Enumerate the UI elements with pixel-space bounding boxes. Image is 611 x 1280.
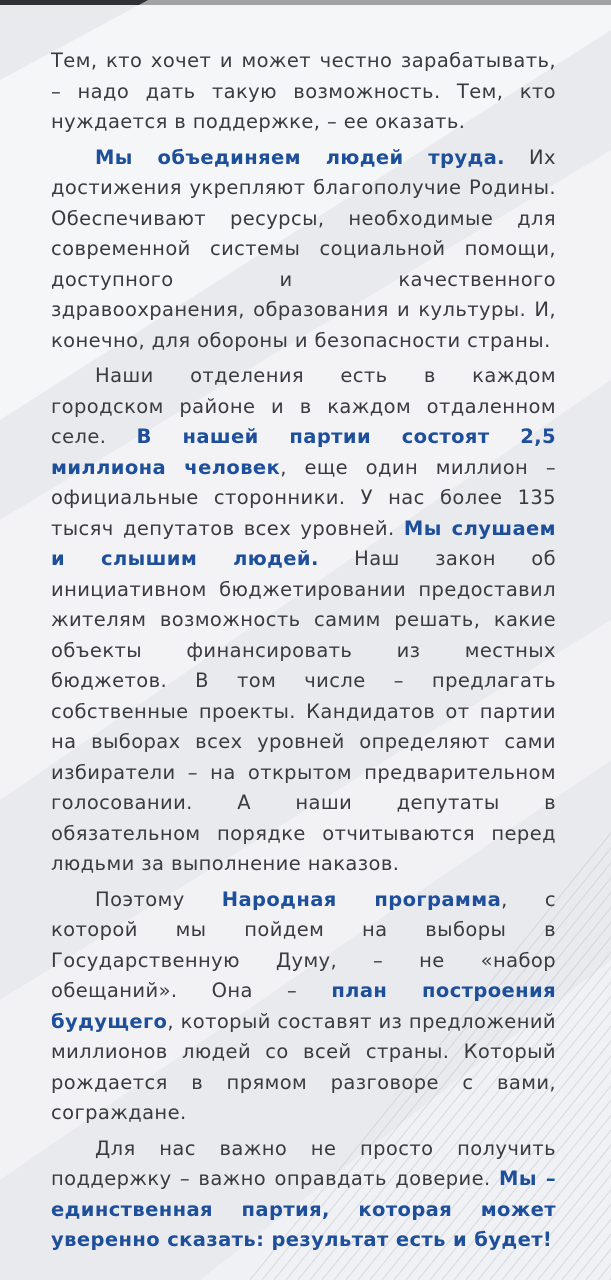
- body-text: Для нас важно не просто получить поддержку – важно оправдать доверие.: [51, 1136, 556, 1190]
- highlight-text: Мы объединяем людей труда.: [95, 145, 505, 169]
- body-text: , еще один миллион – официальные сторонники. У нас более 135 тысяч депутатов всех уровней.: [51, 455, 557, 540]
- article-body: [51, 46, 556, 1261]
- paragraph-5: [51, 1134, 556, 1256]
- body-text: Поэтому: [95, 887, 222, 911]
- highlight-text: В нашей партии состоят 2,5 миллиона человек: [51, 425, 556, 479]
- body-text: , с которой мы пойдем на выборы в Государственную Думу, – не «набор обещаний». Она –: [51, 887, 556, 1002]
- body-text: Тем, кто хочет и может честно зарабатывать, – надо дать такую возможность. Тем, кто нуждается в поддержке, – ее оказать.: [51, 49, 556, 133]
- highlight-text: Народная программа: [221, 887, 502, 911]
- highlight-text: план построения будущего: [51, 979, 556, 1033]
- paragraph-4: [51, 885, 556, 1129]
- body-text: Наш закон об инициативном бюджетировании предоставил жителям возможность самим решать, какие объекты финансировать из местных бюджетов. В том числе – предлагать собственные проекты. Кандидатов от партии на выборах всех уровней определяют сами избиратели – на открытом предварительном голосовании. А наши депутаты в обязательном порядке отчитываются перед людьми за выполнение наказов.: [51, 547, 557, 875]
- highlight-text: Мы слушаем и слышим людей.: [51, 516, 556, 570]
- paragraph-3: [51, 361, 556, 880]
- paragraph-2: [51, 143, 556, 357]
- body-text: , который составят из предложений миллионов людей со всей страны. Который рождается в прямом разговоре с вами, сограждане.: [51, 1009, 556, 1124]
- highlight-text: Мы – единственная партия, которая может уверенно сказать: результат есть и будет!: [51, 1167, 556, 1251]
- paragraph-1: [51, 46, 556, 138]
- body-text: Их достижения укрепляют благополучие Родины. Обеспечивают ресурсы, необходимые для современной системы социальной помощи, доступного и качественного здравоохранения, образования и культуры. И, конечно, для обороны и безопасности страны.: [51, 145, 556, 352]
- body-text: Наши отделения есть в каждом городском районе и в каждом отдаленном селе.: [51, 364, 556, 448]
